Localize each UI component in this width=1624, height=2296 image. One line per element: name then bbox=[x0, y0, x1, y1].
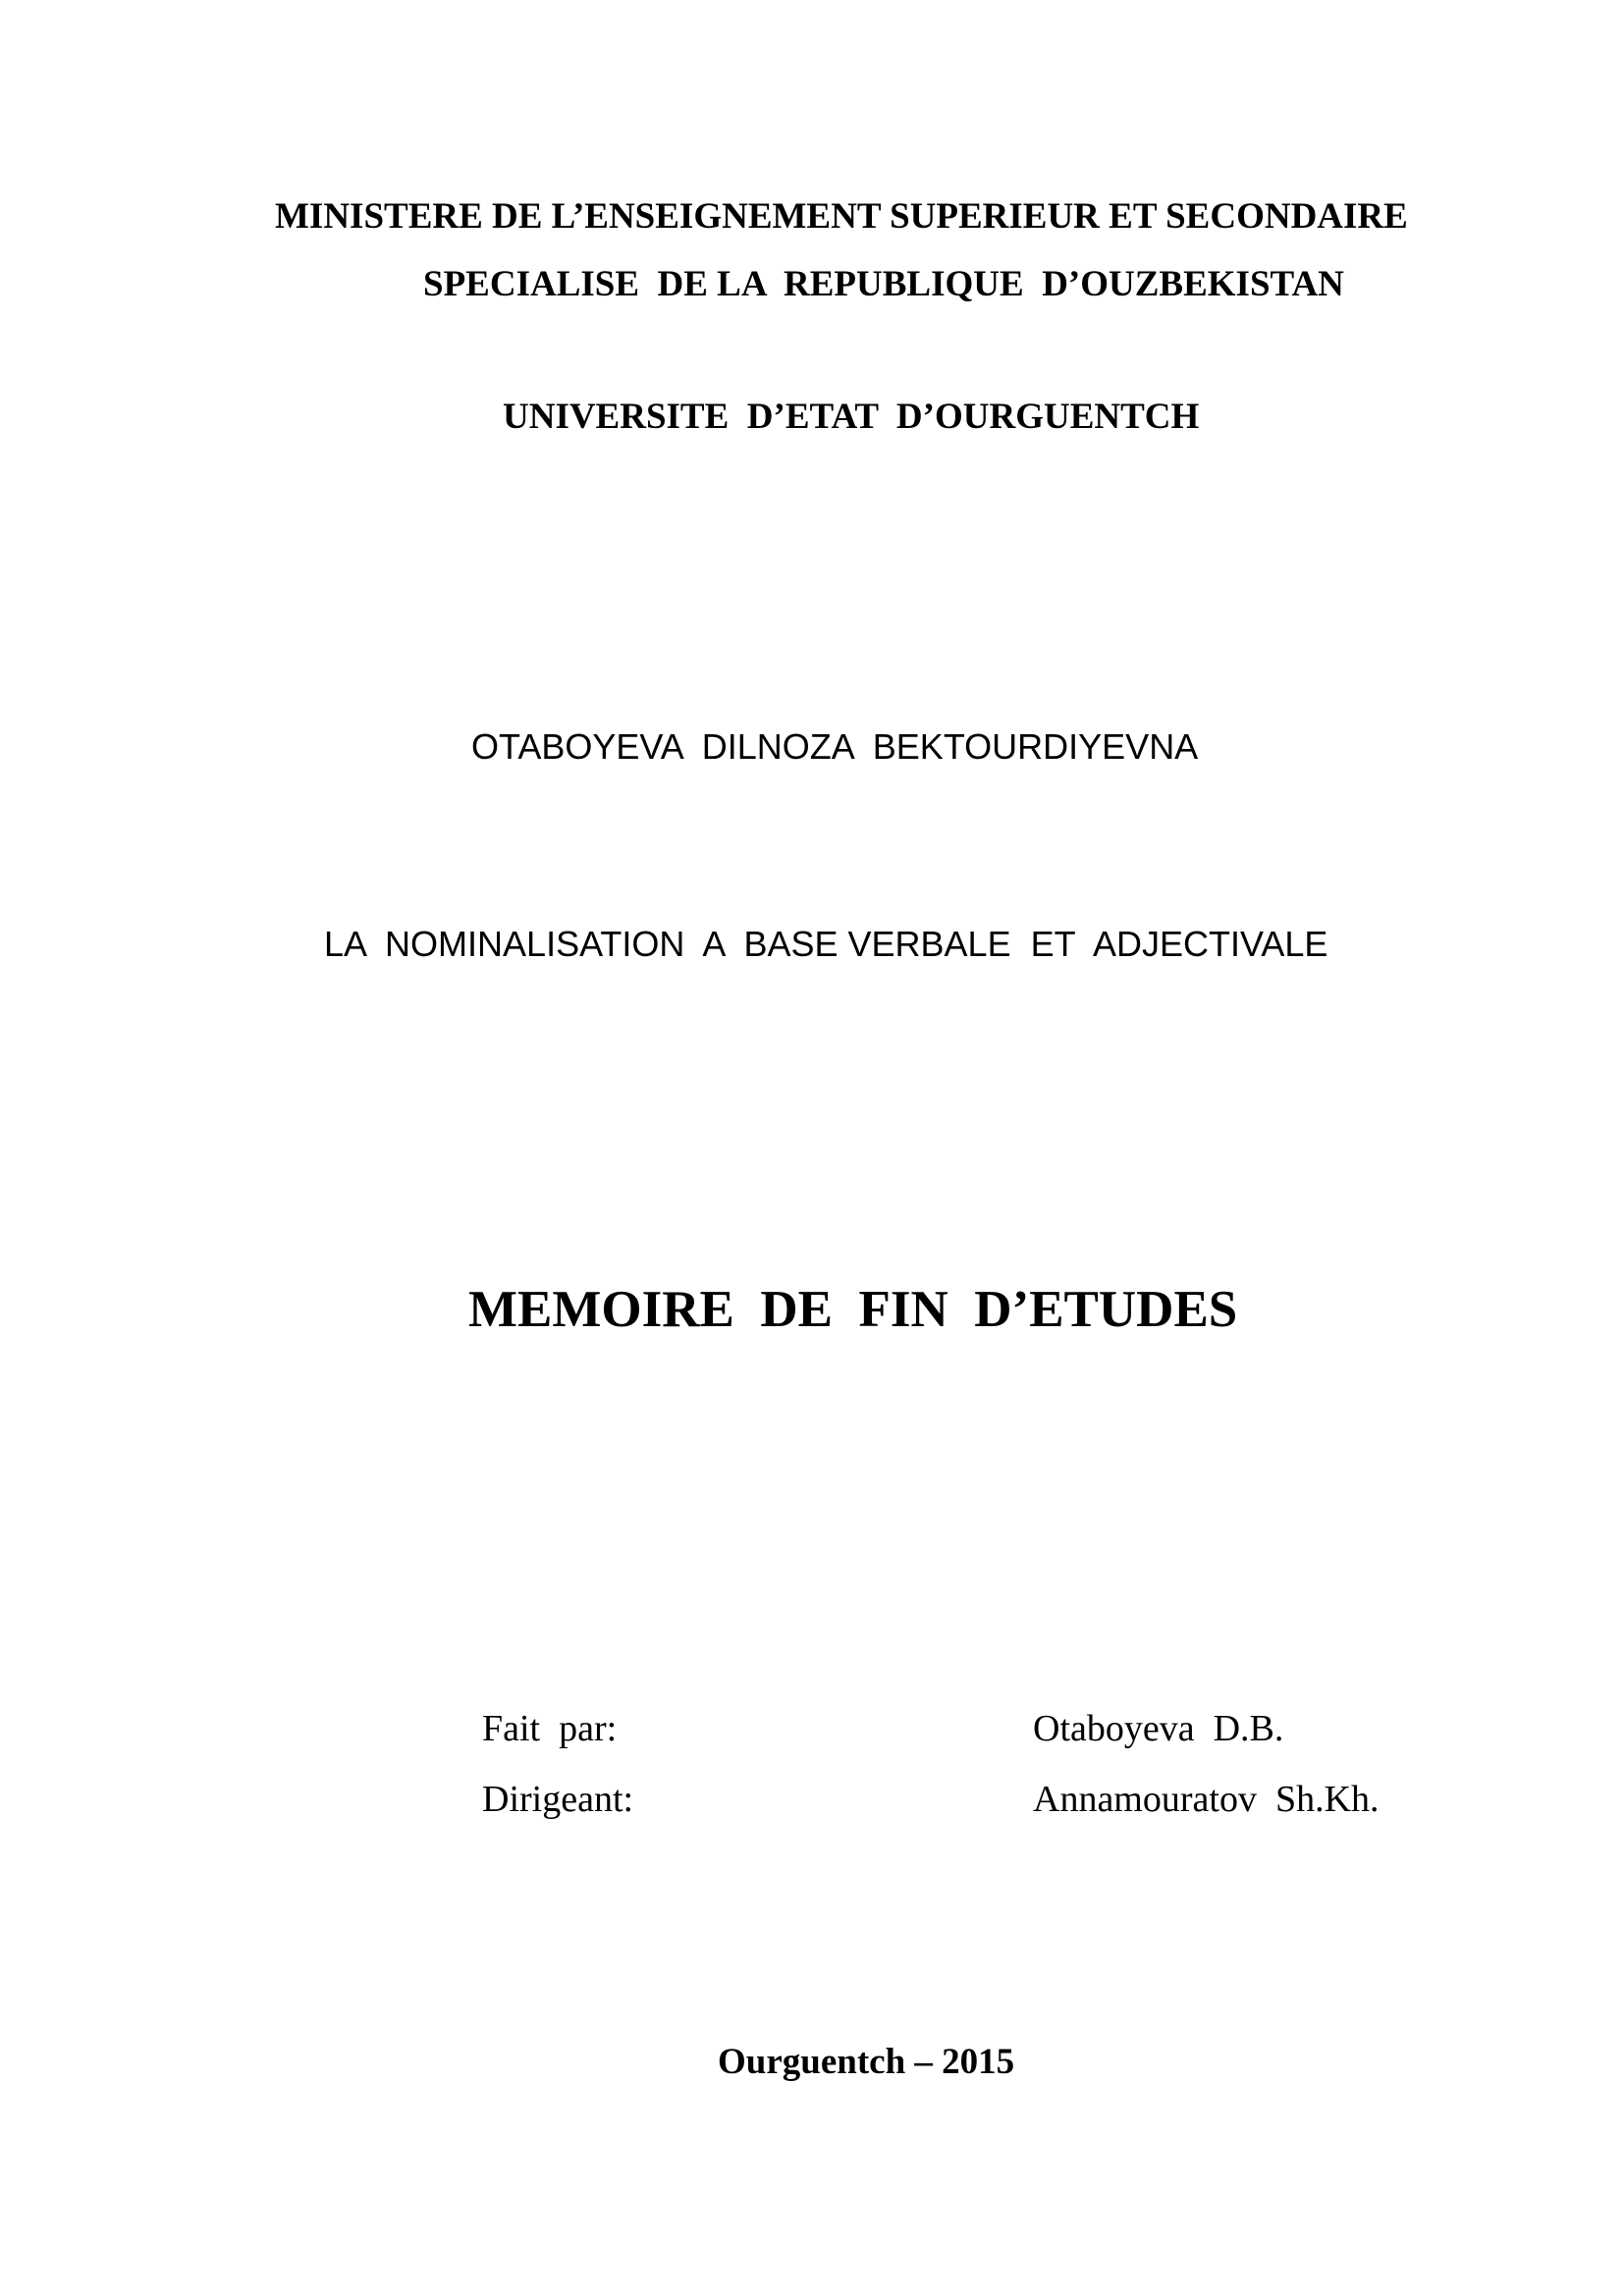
university-name: UNIVERSITE D’ETAT D’OURGUENTCH bbox=[503, 397, 1200, 437]
document-type: MEMOIRE DE FIN D’ETUDES bbox=[468, 1281, 1238, 1338]
thesis-title: LA NOMINALISATION A BASE VERBALE ET ADJECTIVALE bbox=[324, 924, 1328, 964]
place-and-year: Ourguentch – 2015 bbox=[718, 2042, 1015, 2082]
supervisor-label: Dirigeant: bbox=[482, 1779, 634, 1820]
made-by-value: Otaboyeva D.B. bbox=[1033, 1708, 1284, 1749]
author-full-name: OTABOYEVA DILNOZA BEKTOURDIYEVNA bbox=[471, 726, 1199, 767]
ministry-line-2: SPECIALISE DE LA REPUBLIQUE D’OUZBEKISTAN bbox=[423, 264, 1344, 304]
made-by-label: Fait par: bbox=[482, 1708, 618, 1749]
ministry-line-1: MINISTERE DE L’ENSEIGNEMENT SUPERIEUR ET SECONDAIRE bbox=[275, 196, 1408, 237]
supervisor-value: Annamouratov Sh.Kh. bbox=[1033, 1779, 1380, 1820]
